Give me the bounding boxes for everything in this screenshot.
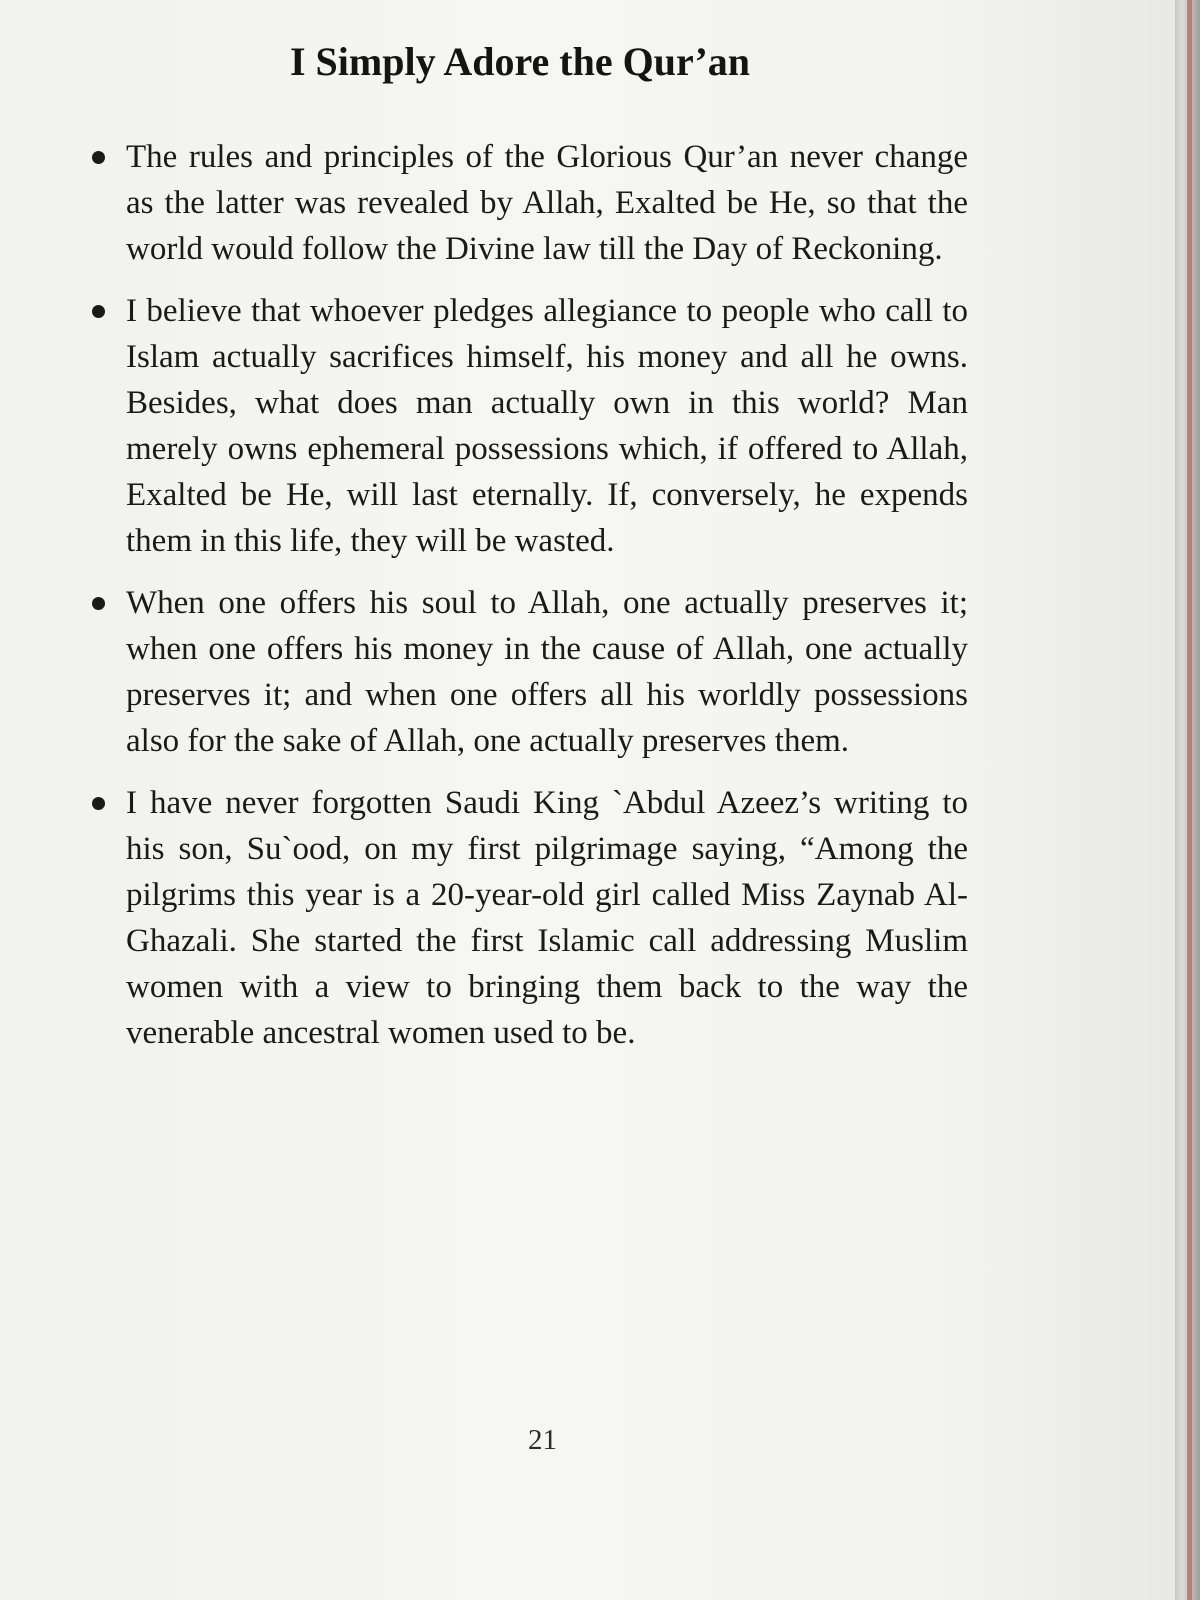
bullet-item-3 [88, 580, 968, 764]
book-edge [1175, 0, 1200, 1600]
bullet-item-4 [88, 780, 968, 1056]
spine-stripe [1187, 0, 1192, 1600]
bullet-text: I believe that whoever pledges allegiance to people who call to Islam actually sacrifices himself, his money and all he owns. Besides, what does man actually own in this world? Man merely owns ephemeral possessions which, if offered to Allah, Exalted be He, will last eternally. If, conversely, he expends them in this life, they will be wasted. [126, 293, 968, 559]
bullet-dot-icon [92, 305, 105, 318]
page-title: I Simply Adore the Qur’an [289, 39, 751, 84]
page-number: 21 [528, 1424, 557, 1456]
bullet-item-1 [88, 134, 968, 272]
bullet-dot-icon [92, 151, 105, 164]
bullet-text: The rules and principles of the Glorious Qur’an never change as the latter was revealed by Allah, Exalted be He, so that the world would follow the Divine law till the Day of Reckoning. [126, 139, 968, 267]
bullet-dot-icon [92, 797, 105, 810]
bullet-text: When one offers his soul to Allah, one actually preserves it; when one offers his money in the cause of Allah, one actually preserves it; and when one offers all his worldly possessions also for the sake of Allah, one actually preserves them. [126, 585, 968, 759]
bullet-text: I have never forgotten Saudi King `Abdul Azeez’s writing to his son, Su`ood, on my first pilgrimage saying, “Among the pilgrims this year is a 20-year-old girl called Miss Zaynab Al-Ghazali. She started the first Islamic call addressing Muslim women with a view to bringing them back to the way the venerable ancestral women used to be. [126, 785, 968, 1051]
bullet-item-2 [88, 288, 968, 564]
bullet-list [88, 134, 968, 1072]
bullet-dot-icon [92, 597, 105, 610]
